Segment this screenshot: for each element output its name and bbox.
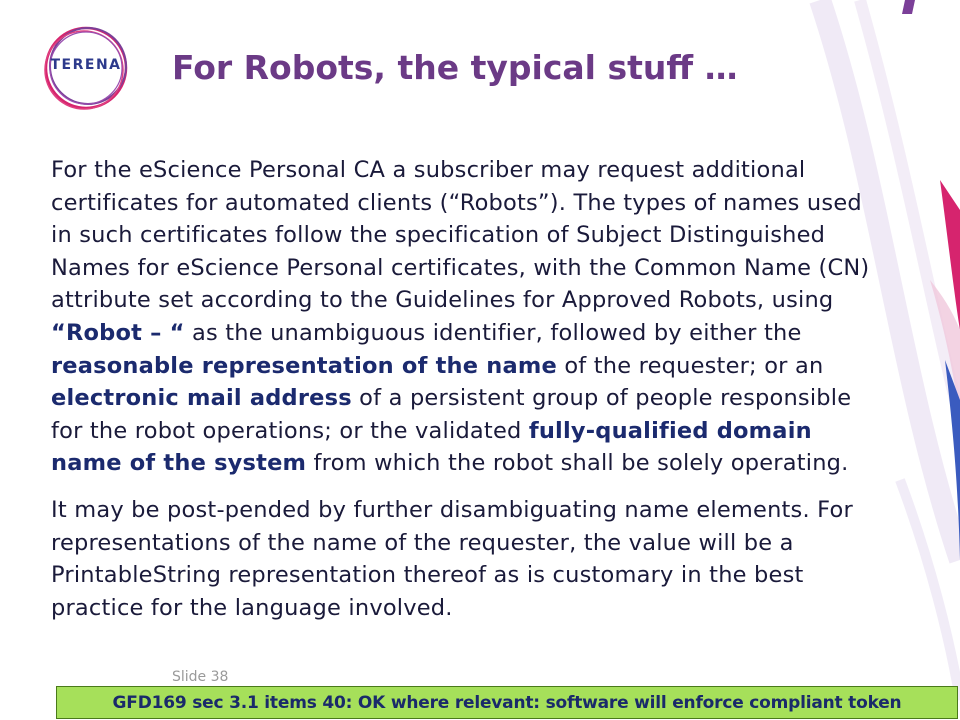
paragraph-1-text-2: as the unambiguous identifier, followed by either the [184,319,802,346]
paragraph-1-text-5: from which the robot shall be solely operating. [306,450,849,477]
paragraph-1-bold-name: reasonable representation of the name [51,352,557,379]
slide-body [51,154,881,624]
paragraph-1-text-3: of the requester; or an [556,352,824,379]
paragraph-1-bold-robot-prefix: “Robot – “ [51,319,185,346]
paragraph-1-text-4: of a persistent group of people responsible for the robot operations; or the validated [51,385,852,444]
body-paragraph-1 [51,154,881,480]
footer-note-text: GFD169 sec 3.1 items 40: OK where relevant: software will enforce compliant token [112,692,902,713]
paragraph-1-bold-fqdn: fully-qualified domain name of the system [51,417,812,477]
paragraph-1-bold-email: electronic mail address [51,385,352,412]
terena-logo [38,20,134,116]
slide-number: Slide 38 [172,669,229,685]
paragraph-1-text-1: For the eScience Personal CA a subscriber may request additional certificates for automated clients (“Robots”). The types of names used in such certificates follow the specification of Subject Distinguished Names for eScience Personal certificates, with the Common Name (CN) attribute set according to the Guidelines for Approved Robots, using [51,157,870,314]
logo-text: TERENA [50,57,122,73]
body-paragraph-2: It may be post-pended by further disambiguating name elements. For representations of the name of the requester, the value will be a PrintableString representation thereof as is customary in the best practice for the language involved. [51,496,853,621]
slide-title: For Robots, the typical stuff … [172,48,738,87]
footer-note-banner [56,686,958,719]
